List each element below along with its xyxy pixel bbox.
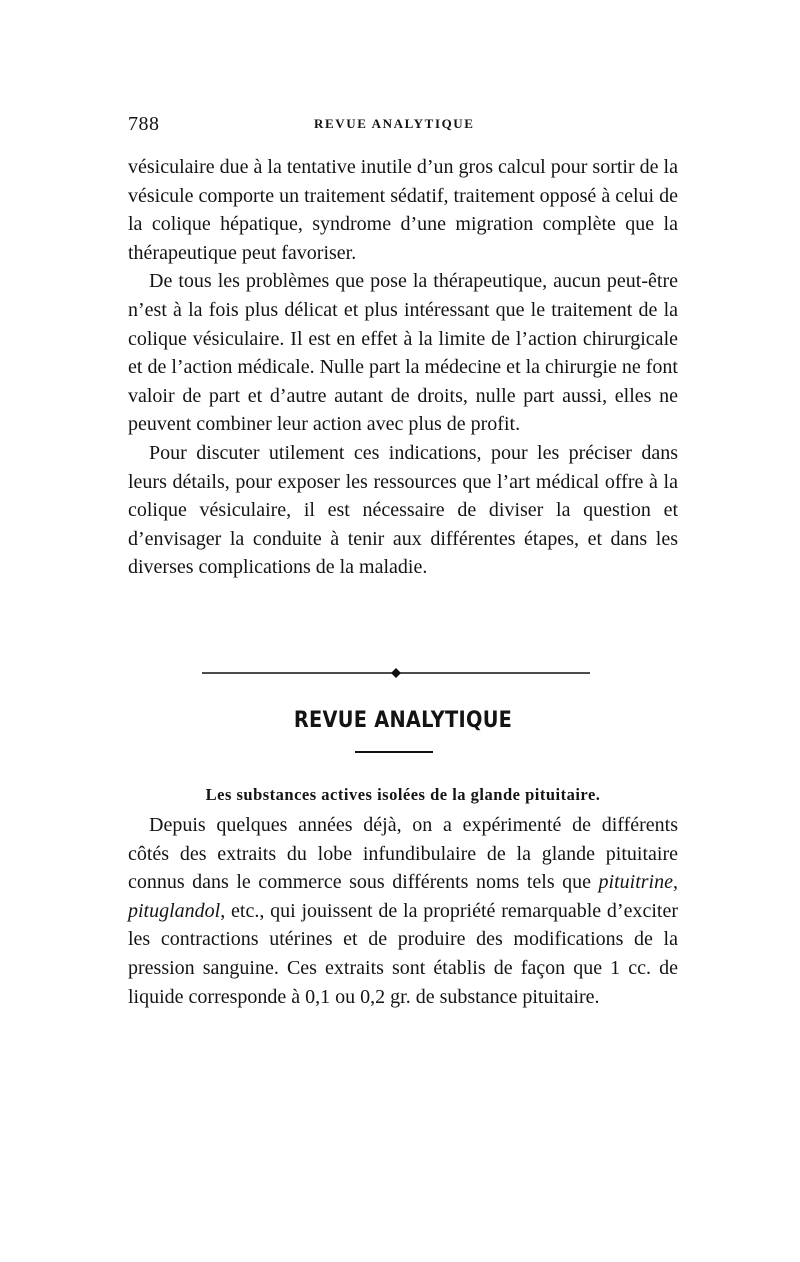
paragraph-indications: Pour discuter utilement ces indications, pour les préciser dans leurs détails, pour exposer les ressources que l’art médical offre à la colique vésiculaire, il est nécessaire de diviser la question et d’envisager la conduite à tenir aux différentes étapes, et dans les diverses complications de la maladie. [128, 441, 678, 579]
ornamental-divider [202, 668, 590, 678]
paragraph-continued: vésiculaire due à la tentative inutile d’un gros calcul pour sortir de la vésicule comporte un traitement sédatif, traitement opposé à celui de la colique hépatique, syndrome d’une migration complète que la thérapeutique peut favoriser. [128, 156, 678, 264]
paragraph-pituitary [128, 811, 678, 1011]
running-head [128, 112, 678, 140]
term-pituitrine: pituitrine [598, 871, 673, 894]
article-title: Les substances actives isolées de la glande pituitaire. [205, 785, 601, 804]
term-pituglandol: pituglandol [128, 899, 221, 922]
continued-text [128, 153, 678, 582]
section-title: REVUE ANALYTIQUE [293, 708, 513, 733]
article-text [128, 811, 678, 1011]
section-title-rule [355, 751, 433, 753]
divider-diamond-icon [202, 668, 590, 678]
paragraph-therapeutics: De tous les problèmes que pose la thérapeutique, aucun peut-être n’est à la fois plus délicat et plus intéressant que le traitement de la colique vésiculaire. Il est en effet à la limite de l’action chirurgicale et de l’action médicale. Nulle part la médecine et la chirurgie ne font valoir de part et d’autre autant de droits, nulle part aussi, elles ne peuvent combiner leur action avec plus de profit. [128, 270, 678, 436]
text-segment: Depuis quelques années déjà, on a expérimenté de différents côtés des extraits du lobe infundibulaire de la glande pituitaire connus dans le commerce sous différents noms tels que [128, 814, 678, 894]
running-title: REVUE ANALYTIQUE [314, 116, 475, 131]
page-number: 788 [128, 113, 160, 135]
text-segment: , etc., qui jouissent de la propriété remarquable d’exciter les contractions utérines et de produire des modifications de la pression sanguine. Ces extraits sont établis de façon que 1 cc. de liquide corresponde à 0,1 ou 0,2 gr. de substance pituitaire. [128, 899, 678, 1008]
text-segment: , [673, 871, 678, 894]
